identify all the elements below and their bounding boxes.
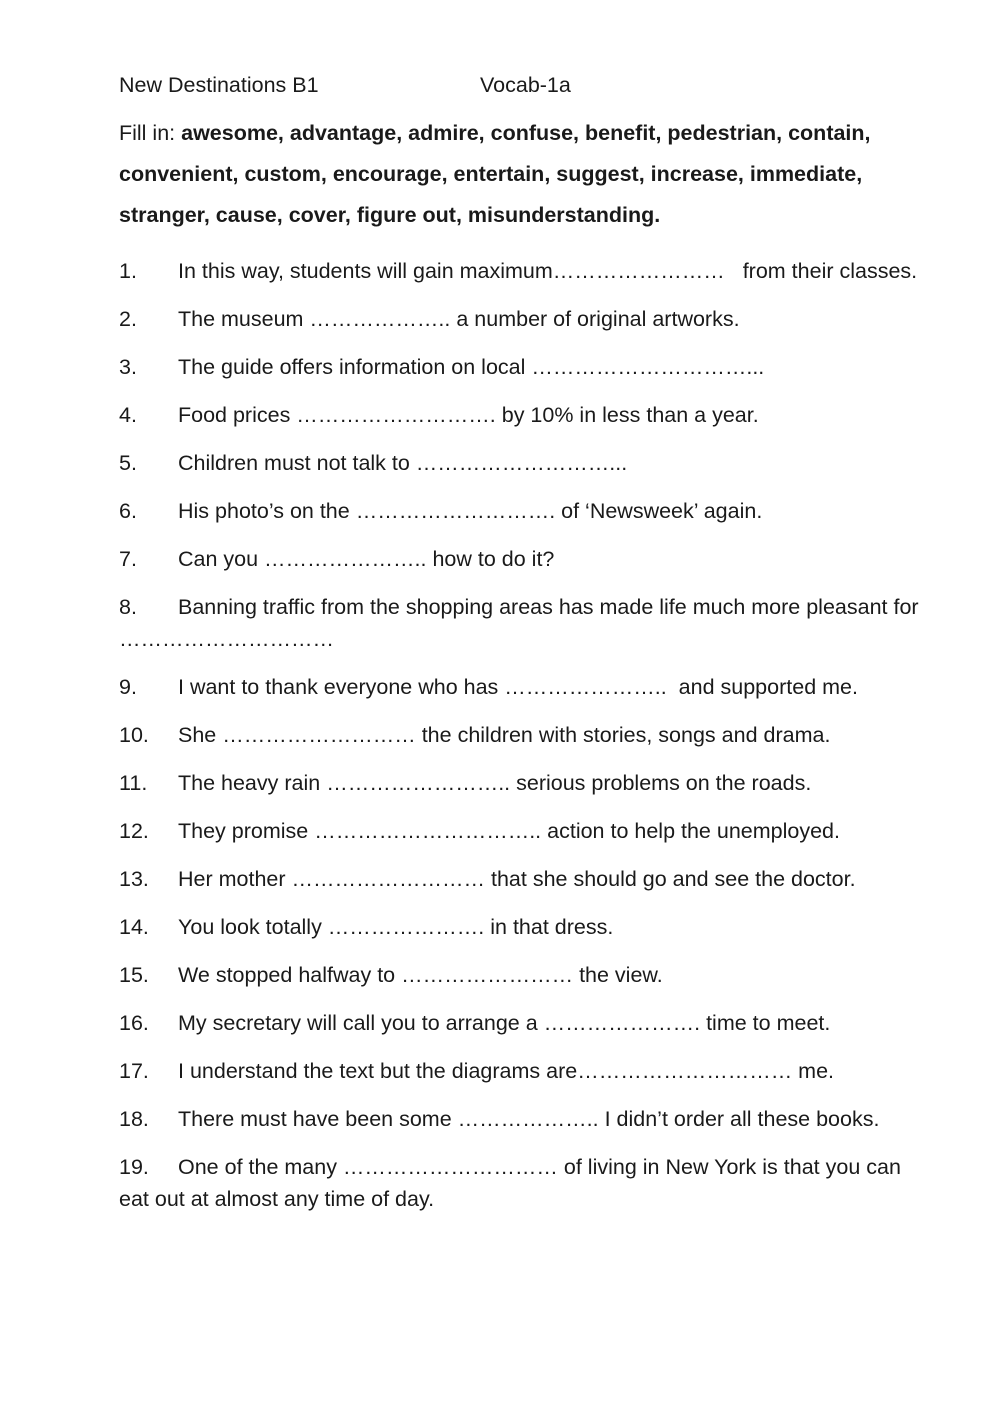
worksheet-title: New Destinations B1 bbox=[119, 73, 319, 97]
item-sentence: Can you ………………….. how to do it? bbox=[178, 547, 555, 571]
item-sentence: My secretary will call you to arrange a …………………. time to meet. bbox=[178, 1011, 831, 1035]
exercise-item-5 bbox=[119, 447, 934, 479]
item-sentence: Her mother ……………………… that she should go and see the doctor. bbox=[178, 867, 856, 891]
worksheet-header bbox=[119, 70, 571, 100]
item-number: 4. bbox=[119, 403, 137, 427]
item-number: 9. bbox=[119, 675, 137, 699]
item-sentence: In this way, students will gain maximum…………………… from their classes. bbox=[178, 259, 918, 283]
exercise-item-10 bbox=[119, 719, 934, 751]
item-sentence: His photo’s on the ………………………. of ‘Newsweek’ again. bbox=[178, 499, 763, 523]
item-number: 14. bbox=[119, 915, 149, 939]
item-sentence: Children must not talk to ………………………... bbox=[178, 451, 628, 475]
exercise-item-14 bbox=[119, 911, 934, 943]
item-number: 17. bbox=[119, 1059, 149, 1083]
item-number: 12. bbox=[119, 819, 149, 843]
item-sentence: One of the many ………………………… of living in New York is that you can eat out at almost any time of day. bbox=[119, 1155, 907, 1211]
item-sentence: You look totally …………………. in that dress. bbox=[178, 915, 614, 939]
word-bank: awesome, advantage, admire, confuse, benefit, pedestrian, contain, convenient, custom, encourage, entertain, suggest, increase, immediate, stranger, cause, cover, figure out, misunderstanding. bbox=[119, 121, 871, 227]
item-sentence: Banning traffic from the shopping areas has made life much more pleasant for ………………………… bbox=[119, 595, 925, 651]
item-number: 16. bbox=[119, 1011, 149, 1035]
exercise-item-13 bbox=[119, 863, 934, 895]
item-number: 7. bbox=[119, 547, 137, 571]
item-number: 18. bbox=[119, 1107, 149, 1131]
instructions-prefix: Fill in: bbox=[119, 121, 182, 145]
exercise-item-18 bbox=[119, 1103, 934, 1135]
item-sentence: The guide offers information on local …………………………... bbox=[178, 355, 765, 379]
exercise-item-16 bbox=[119, 1007, 934, 1039]
item-number: 5. bbox=[119, 451, 137, 475]
exercise-item-19 bbox=[119, 1151, 934, 1215]
item-sentence: I understand the text but the diagrams are………………………… me. bbox=[178, 1059, 835, 1083]
exercise-item-17 bbox=[119, 1055, 934, 1087]
item-sentence: I want to thank everyone who has ………………….. and supported me. bbox=[178, 675, 858, 699]
item-sentence: Food prices ………………………. by 10% in less than a year. bbox=[178, 403, 759, 427]
item-number: 19. bbox=[119, 1155, 149, 1179]
exercise-item-9 bbox=[119, 671, 934, 703]
item-number: 2. bbox=[119, 307, 137, 331]
item-number: 8. bbox=[119, 595, 137, 619]
item-number: 1. bbox=[119, 259, 137, 283]
exercise-item-7 bbox=[119, 543, 934, 575]
item-sentence: The museum ……………….. a number of original artworks. bbox=[178, 307, 740, 331]
exercise-item-15 bbox=[119, 959, 934, 991]
exercise-item-11 bbox=[119, 767, 934, 799]
exercise-item-1 bbox=[119, 255, 934, 287]
exercise-item-8 bbox=[119, 591, 934, 655]
item-number: 10. bbox=[119, 723, 149, 747]
exercise-item-4 bbox=[119, 399, 934, 431]
item-sentence: There must have been some ……………….. I didn’t order all these books. bbox=[178, 1107, 880, 1131]
exercise-item-12 bbox=[119, 815, 934, 847]
item-sentence: We stopped halfway to …………………… the view. bbox=[178, 963, 663, 987]
exercise-list bbox=[119, 255, 934, 1231]
item-number: 11. bbox=[119, 771, 148, 795]
item-sentence: They promise ………………………….. action to help the unemployed. bbox=[178, 819, 840, 843]
item-sentence: The heavy rain …………………….. serious problems on the roads. bbox=[178, 771, 812, 795]
exercise-item-6 bbox=[119, 495, 934, 527]
worksheet-subtitle: Vocab-1a bbox=[480, 73, 571, 97]
item-number: 13. bbox=[119, 867, 149, 891]
item-number: 6. bbox=[119, 499, 137, 523]
instructions bbox=[119, 113, 919, 236]
item-number: 15. bbox=[119, 963, 149, 987]
item-number: 3. bbox=[119, 355, 137, 379]
exercise-item-3 bbox=[119, 351, 934, 383]
item-sentence: She ……………………… the children with stories, songs and drama. bbox=[178, 723, 831, 747]
exercise-item-2 bbox=[119, 303, 934, 335]
